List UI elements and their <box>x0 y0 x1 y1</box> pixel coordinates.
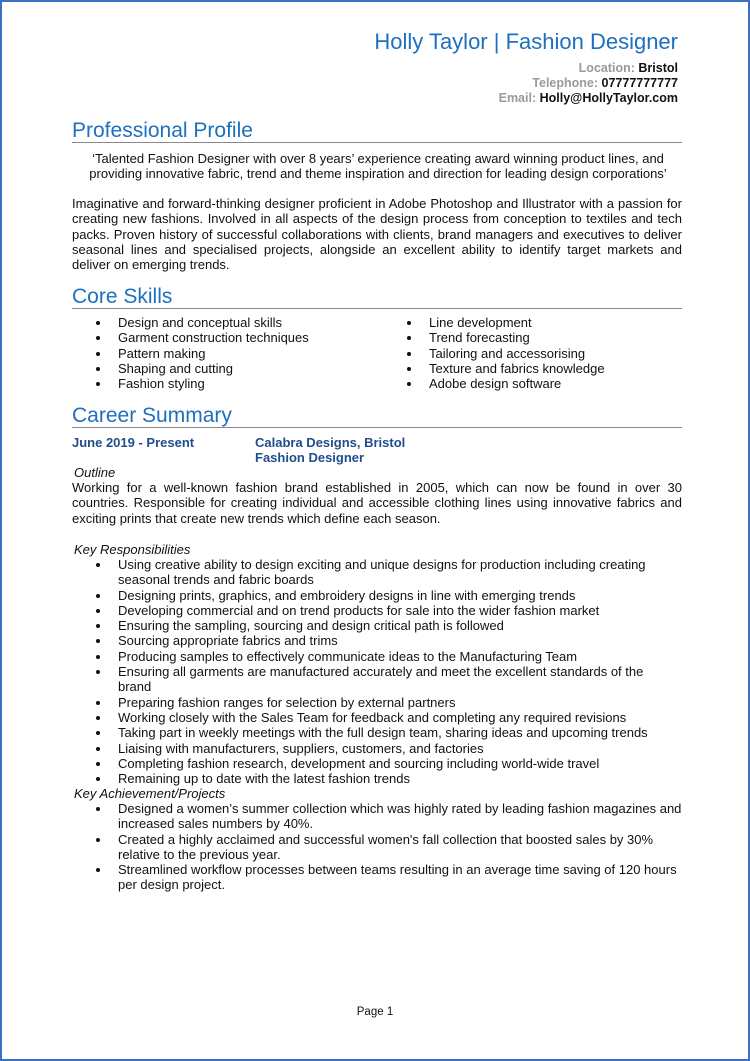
skills-divider <box>72 308 682 309</box>
list-item: Completing fashion research, development and sourcing including world-wide travel <box>72 756 662 771</box>
telephone-line <box>532 76 678 90</box>
list-item: Shaping and cutting <box>72 361 372 376</box>
list-item: Developing commercial and on trend products for sale into the wider fashion market <box>72 603 662 618</box>
list-item: Preparing fashion ranges for selection by external partners <box>72 695 662 710</box>
list-item: Producing samples to effectively communicate ideas to the Manufacturing Team <box>72 649 662 664</box>
outline-paragraph: Working for a well-known fashion brand established in 2005, which can now be found in over 30 countries. Responsible for creating individual and accessible clothing lines using innovative fabrics and exciting prints that create new trends which define each season. <box>72 480 682 526</box>
skills-left-list <box>72 315 372 391</box>
responsibilities-list <box>72 557 662 786</box>
list-item: Adobe design software <box>383 376 682 391</box>
list-item: Design and conceptual skills <box>72 315 372 330</box>
skills-right-list <box>383 315 682 391</box>
list-item: Using creative ability to design exciting and unique designs for production including creating seasonal trends and fabric boards <box>72 557 662 588</box>
profile-paragraph: Imaginative and forward-thinking designer proficient in Adobe Photoshop and Illustrator with a passion for creating new fashions. Involved in all aspects of the design process from conception to textiles and tech packs. Proven history of successful collaborations with clients, brand managers and executives to deliver seasonal lines and specialised projects, alongside an excellent ability to identify target markets and deliver on emerging trends. <box>72 196 682 273</box>
profile-quote: ‘Talented Fashion Designer with over 8 years’ experience creating award winning product lines, and providing innovative fabric, trend and theme inspiration and direction for leading design corporations’ <box>89 151 667 182</box>
job-company: Calabra Designs, Bristol <box>255 435 406 450</box>
cv-name-title: Holly Taylor | Fashion Designer <box>374 29 678 54</box>
achievements-list <box>72 801 682 893</box>
outline-label: Outline <box>74 465 116 480</box>
list-item: Liaising with manufacturers, suppliers, customers, and factories <box>72 741 662 756</box>
list-item: Fashion styling <box>72 376 372 391</box>
email-label: Email: <box>498 91 537 105</box>
telephone-value: 07777777777 <box>601 76 678 90</box>
list-item: Created a highly acclaimed and successful women's fall collection that boosted sales by 30% relative to the previous year. <box>72 832 682 863</box>
skills-heading: Core Skills <box>72 285 173 308</box>
list-item: Ensuring the sampling, sourcing and design critical path is followed <box>72 618 662 633</box>
responsibilities-label: Key Responsibilities <box>74 542 191 557</box>
list-item: Designing prints, graphics, and embroidery designs in line with emerging trends <box>72 588 662 603</box>
list-item: Taking part in weekly meetings with the full design team, sharing ideas and upcoming trends <box>72 725 662 740</box>
list-item: Trend forecasting <box>383 330 682 345</box>
career-divider <box>72 427 682 428</box>
profile-divider <box>72 142 682 143</box>
list-item: Working closely with the Sales Team for feedback and completing any required revisions <box>72 710 662 725</box>
list-item: Ensuring all garments are manufactured accurately and meet the excellent standards of the brand <box>72 664 662 695</box>
location-line <box>579 61 678 75</box>
job-date: June 2019 - Present <box>72 435 195 450</box>
location-value: Bristol <box>638 61 678 75</box>
list-item: Line development <box>383 315 682 330</box>
list-item: Pattern making <box>72 346 372 361</box>
career-heading: Career Summary <box>72 404 232 427</box>
job-role: Fashion Designer <box>255 450 365 465</box>
achievements-label: Key Achievement/Projects <box>74 786 226 801</box>
list-item: Texture and fabrics knowledge <box>383 361 682 376</box>
list-item: Designed a women’s summer collection which was highly rated by leading fashion magazines and increased sales numbers by 40%. <box>72 801 682 832</box>
list-item: Garment construction techniques <box>72 330 372 345</box>
location-label: Location: <box>578 61 635 75</box>
email-value[interactable]: Holly@HollyTaylor.com <box>539 91 678 105</box>
list-item: Streamlined workflow processes between teams resulting in an average time saving of 120 hours per design project. <box>72 862 682 893</box>
profile-heading: Professional Profile <box>72 119 253 142</box>
email-line <box>499 91 678 105</box>
page-number: Page 1 <box>356 1006 394 1018</box>
list-item: Tailoring and accessorising <box>383 346 682 361</box>
list-item: Sourcing appropriate fabrics and trims <box>72 633 662 648</box>
list-item: Remaining up to date with the latest fashion trends <box>72 771 662 786</box>
telephone-label: Telephone: <box>532 76 599 90</box>
